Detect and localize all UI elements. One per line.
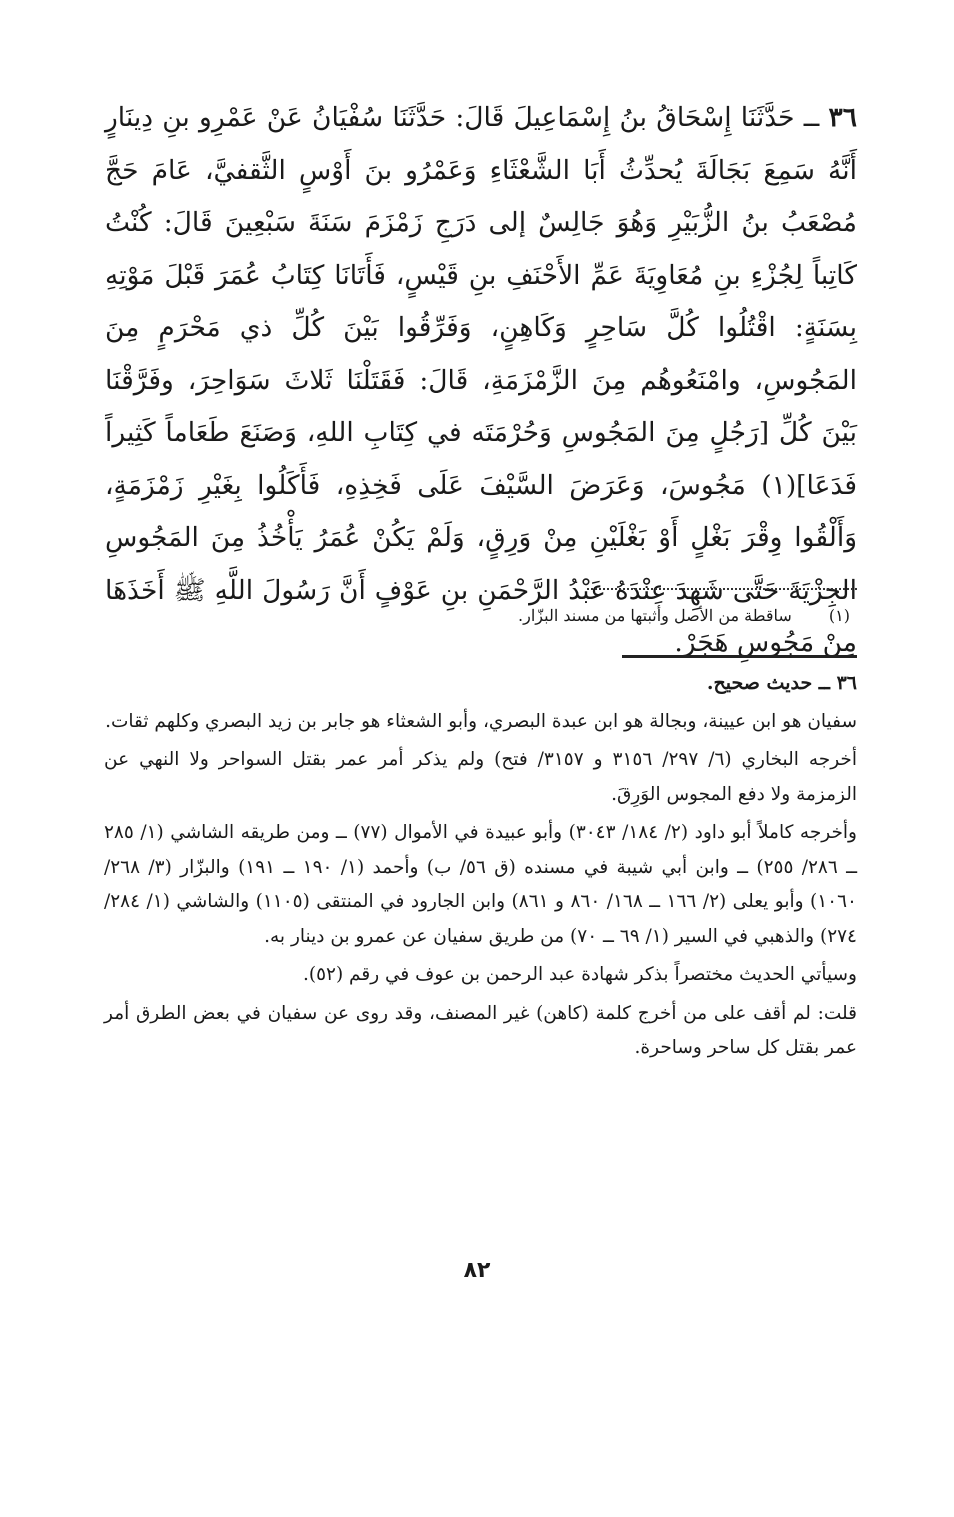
footnote — [518, 606, 850, 625]
commentary-paragraph: وأخرجه كاملاً أبو داود (٢/ ١٨٤/ ٣٠٤٣) وأبو عبيدة في الأموال (٧٧) ــ ومن طريقه الشاشي (١/ ٢٨٥ ــ ٢٨٦/ ٢٥٥) ــ وابن أبي شيبة في مسنده (ق ٥٦/ ب) وأحمد (١/ ١٩٠ ــ ١٩١) والبزّار (٣/ ٢٦٨/ ١٠٦٠) وأبو يعلى (٢/ ١٦٦ ــ ١٦٨/ ٨٦٠ و ٨٦١) وابن الجارود في المنتقى (١١٠٥) والشاشي (١/ ٢٨٤/ ٢٧٤) والذهبي في السير (١/ ٦٩ ــ ٧٠) من طريق سفيان عن عمرو بن دينار به. — [104, 822, 857, 947]
hadith-body: ــ حَدَّثَنَا إِسْحَاقُ بنُ إِسْمَاعِيلَ قَالَ: حَدَّثَنَا سُفْيَانُ عَنْ عَمْرِو بنِ دِينَارٍ أَنَّهُ سَمِعَ بَجَالَةَ يُحدِّثُ أَبَا الشَّعْثَاءِ وَعَمْرُو بنَ أَوْسٍ الثَّقفيَّ، عَامَ حَجَّ مُصْعَبُ بنُ الزُّبَيْرِ وَهُوَ جَالِسٌ إلى دَرَجِ زَمْزَمَ سَنَةَ سَبْعِينَ قَالَ: كُنْتُ كَاتِباً لِجُزْءِ بنِ مُعَاوِيَةَ عَمِّ الأَحْنَفِ بنِ قَيْسٍ، فَأَتَانَا كِتَابُ عُمَرَ قَبْلَ مَوْتِهِ بِسَنَةٍ: اقْتُلُوا كُلَّ سَاحِرٍ وَكَاهِنٍ، وَفَرِّقُوا بَيْنَ كُلِّ ذي مَحْرَمٍ مِنَ المَجُوسِ، وامْنَعُوهُم مِنَ الزَّمْزَمَةِ، قَالَ: فَقَتَلْنَا ثَلاثَ سَوَاحِرَ، وفَرَّقْنَا بَيْنَ كُلِّ [رَجُلٍ مِنَ المَجُوسِ وَحُرْمَتَه في كِتَابِ اللهِ، وَصَنَعَ طَعَاماً كَثِيراً فَدَعَا](١) مَجُوسَ، وَعَرَضَ السَّيْفَ عَلَى فَخِذِهِ، فَأَكَلُوا بِغَيْرِ زَمْزَمَةٍ، وَأَلْقُوا وِقْرَ بَغْلٍ أَوْ بَغْلَيْنِ مِنْ وَرِقٍ، وَلَمْ يَكُنْ عُمَرُ يَأْخُذُ مِنَ المَجُوسِ الجِزْيَةَ حَتَّى شَهِدَ عِنْدَهُ عَبْدُ الرَّحْمَنِ بنِ عَوْفٍ أَنَّ رَسُولَ اللَّهِ ﷺ أَخَذَهَا مِنْ مَجُوسِ هَجَرْ. — [105, 102, 857, 658]
footnote-text: ساقطة من الأصل وأثبتها من مسند البزّار. — [518, 606, 792, 625]
hadith-text — [105, 92, 857, 670]
commentary-paragraph: أخرجه البخاري (٦/ ٢٩٧/ ٣١٥٦ و ٣١٥٧/ فتح) ولم يذكر أمر عمر بقتل السواحر ولا النهي عن الزمزمة ولا دفع المجوس الوَرِقَ. — [104, 749, 857, 805]
page-number: ٨٢ — [463, 1258, 491, 1283]
commentary-grade: ــ حديث صحيح. — [706, 672, 830, 694]
commentary — [104, 666, 857, 1066]
section-divider — [622, 655, 857, 658]
commentary-number: ٣٦ — [836, 672, 857, 694]
commentary-paragraph: سفيان هو ابن عيينة، وبجالة هو ابن عبدة البصري، وأبو الشعثاء هو جابر بن زيد البصري وكلهم ثقات. — [105, 710, 857, 732]
commentary-heading — [104, 666, 857, 701]
hadith-number: ٣٦ — [828, 102, 857, 133]
footnote-marker: (١) — [828, 606, 850, 625]
commentary-paragraph: وسيأتي الحديث مختصراً بذكر شهادة عبد الرحمن بن عوف في رقم (٥٢). — [302, 964, 857, 985]
footnote-separator — [587, 588, 857, 590]
commentary-paragraph: قلت: لم أقف على من أخرج كلمة (كاهن) غير المصنف، وقد روى عن سفيان في بعض الطرق أمر عمر بقتل كل ساحر وساحرة. — [104, 1002, 857, 1058]
